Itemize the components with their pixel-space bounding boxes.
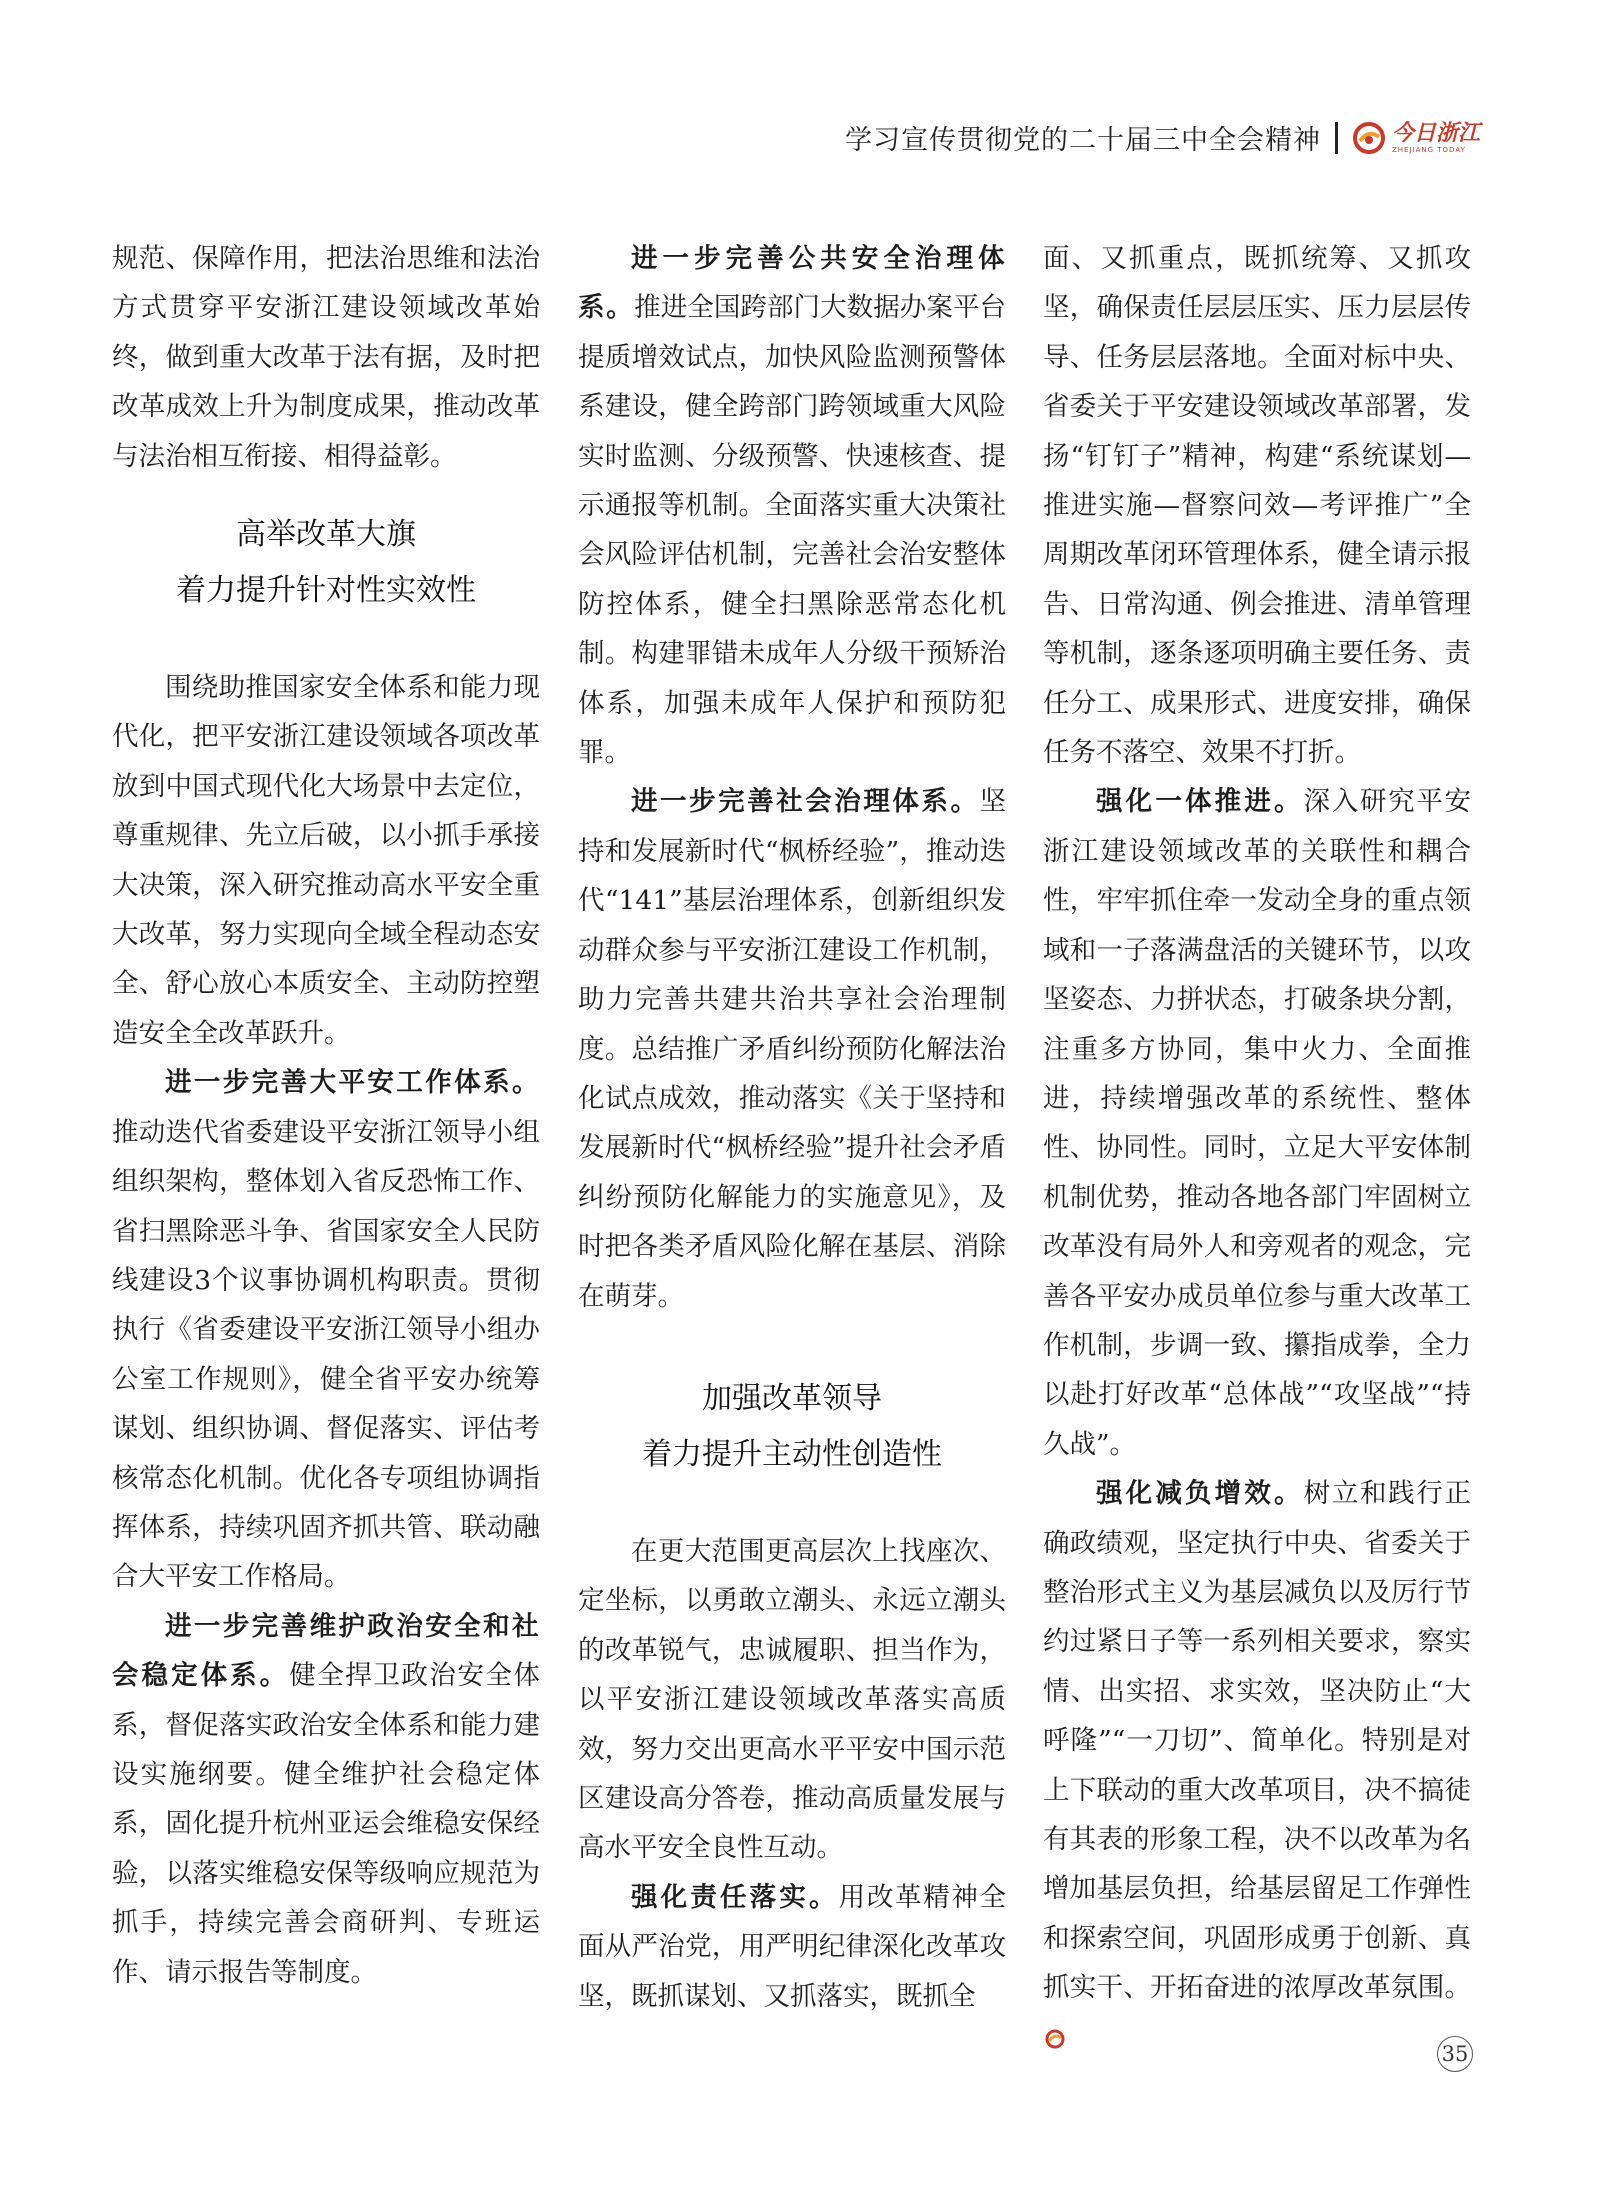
page-number: 35 bbox=[1437, 2036, 1473, 2072]
paragraph-body: 推动迭代省委建设平安浙江领导小组组织架构，整体划入省反恐怖工作、省扫黑除恶斗争、省国家安全人民防线建设3个议事协调机构职责。贯彻执行《省委建设平安浙江领导小组办公室工作规则》，健全省平安办统筹谋划、组织协调、督促落实、评估考核常态化机制。优化各专项组协调指挥体系，持续巩固齐抓共管、联动融合大平安工作格局。 bbox=[112, 1116, 540, 1593]
paragraph bbox=[578, 1873, 1006, 2021]
column-3 bbox=[1043, 234, 1471, 2062]
heading-line: 加强改革领导 bbox=[702, 1380, 882, 1416]
paragraph bbox=[578, 234, 1006, 777]
heading-line: 着力提升主动性创造性 bbox=[642, 1436, 942, 1472]
paragraph-lead: 进一步完善社会治理体系。 bbox=[631, 786, 980, 818]
paragraph-body: 坚持和发展新时代“枫桥经验”，推动迭代“141”基层治理体系，创新组织发动群众参与平安浙江建设工作机制，助力完善共建共治共享社会治理制度。总结推广矛盾纠纷预防化解法治化试点成效，推动落实《关于坚持和发展新时代“枫桥经验”提升社会矛盾纠纷预防化解能力的实施意见》，及时把各类矛盾风险化解在基层、消除在萌芽。 bbox=[578, 786, 1006, 1312]
paragraph: 围绕助推国家安全体系和能力现代化，把平安浙江建设领域各项改革放到中国式现代化大场景中去定位，尊重规律、先立后破，以小抓手承接大决策，深入研究推动高水平安全重大改革，努力实现向全域全程动态安全、舒心放心本质安全、主动防控塑造安全全改革跃升。 bbox=[112, 672, 540, 1049]
paragraph bbox=[578, 777, 1006, 1320]
zhejiang-today-logo bbox=[1352, 121, 1480, 155]
paragraph bbox=[112, 1602, 540, 1997]
paragraph-body: 健全捍卫政治安全体系，督促落实政治安全体系和能力建设实施纲要。健全维护社会稳定体系，固化提升杭州亚运会维稳安保经验，以落实维稳安保等级响应规范为抓手，持续完善会商研判、专班运作、请示报告等制度。 bbox=[112, 1660, 541, 1988]
paragraph-lead: 进一步完善大平安工作体系。 bbox=[165, 1067, 540, 1099]
logo-text: 今日浙江 bbox=[1391, 119, 1480, 146]
paragraph-body: 用改革精神全面从严治党，用严明纪律深化改革攻坚，既抓谋划、又抓落实，既抓全 bbox=[578, 1881, 1007, 2012]
paragraph-lead: 强化责任落实。 bbox=[631, 1881, 839, 1913]
section-heading-2 bbox=[578, 1371, 1006, 1483]
paragraph-lead: 进一步完善公共安全治理体系。 bbox=[578, 243, 1006, 324]
header-divider bbox=[1335, 122, 1338, 154]
column-1 bbox=[112, 234, 540, 1997]
paragraph-lead: 强化一体推进。 bbox=[1096, 786, 1304, 818]
paragraph-lead: 强化减负增效。 bbox=[1096, 1478, 1304, 1510]
logo-subtext: ZHEJIANG TODAY bbox=[1391, 145, 1466, 154]
paragraph: 面、又抓重点，既抓统筹、又抓攻坚，确保责任层层压实、压力层层传导、任务层层落地。全面对标中央、省委关于平安建设领域改革部署，发扬“钉钉子”精神，构建“系统谋划—推进实施—督察问效—考评推广”全周期改革闭环管理体系，健全请示报告、日常沟通、例会推进、清单管理等机制，逐条逐项明确主要任务、责任分工、成果形式、进度安排，确保任务不落空、效果不打折。 bbox=[1043, 243, 1471, 769]
heading-line: 高举改革大旗 bbox=[236, 517, 416, 553]
article-end-icon bbox=[1045, 2029, 1065, 2049]
heading-line: 着力提升针对性实效性 bbox=[176, 573, 476, 609]
column-2 bbox=[578, 234, 1006, 2021]
paragraph: 在更大范围更高层次上找座次、定坐标，以勇敢立潮头、永远立潮头的改革锐气，忠诚履职、担当作为，以平安浙江建设领域改革落实高质效，努力交出更高水平平安中国示范区建设高分答卷，推动高质量发展与高水平安全良性互动。 bbox=[578, 1535, 1006, 1864]
paragraph-lead: 进一步完善维护政治安全和社会稳定体系。 bbox=[112, 1610, 540, 1692]
paragraph-body: 深入研究平安浙江建设领域改革的关联性和耦合性，牢牢抓住牵一发动全身的重点领域和一子落满盘活的关键环节，以攻坚姿态、力拼状态，打破条块分割，注重多方协同，集中火力、全面推进，持续增强改革的系统性、整体性、协同性。同时，立足大平安体制机制优势，推动各地各部门牢固树立改革没有局外人和旁观者的观念，完善各平安办成员单位参与重大改革工作机制，步调一致、攥指成拳，全力以赴打好改革“总体战”“攻坚战”“持久战”。 bbox=[1043, 786, 1472, 1460]
paragraph bbox=[1043, 1469, 1471, 2062]
paragraph-body: 推进全国跨部门大数据办案平台提质增效试点，加快风险监测预警体系建设，健全跨部门跨领域重大风险实时监测、分级预警、快速核查、提示通报等机制。全面落实重大决策社会风险评估机制，完善社会治安整体防控体系，健全扫黑除恶常态化机制。构建罪错未成年人分级干预矫治体系，加强未成年人保护和预防犯罪。 bbox=[578, 292, 1007, 769]
section-title: 学习宣传贯彻党的二十届三中全会精神 bbox=[844, 125, 1321, 156]
section-heading-1 bbox=[112, 507, 540, 619]
paragraph-body: 树立和践行正确政绩观，坚定执行中央、省委关于整治形式主义为基层减负以及厉行节约过紧日子等一系列相关要求，察实情、出实招、求实效，坚决防止“大呼隆”“一刀切”、简单化。特别是对上下联动的重大改革项目，决不搞徒有其表的形象工程，决不以改革为名增加基层负担，给基层留足工作弹性和探索空间，巩固形成勇于创新、真抓实干、开拓奋进的浓厚改革氛围。 bbox=[1043, 1478, 1472, 2004]
paragraph bbox=[112, 1058, 540, 1601]
paragraph: 规范、保障作用，把法治思维和法治方式贯穿平安浙江建设领域改革始终，做到重大改革于法有据，及时把改革成效上升为制度成果，推动改革与法治相互衔接、相得益彰。 bbox=[112, 243, 540, 472]
paragraph bbox=[1043, 777, 1471, 1469]
logo-swirl-icon bbox=[1352, 121, 1386, 155]
page-header bbox=[845, 118, 1480, 157]
